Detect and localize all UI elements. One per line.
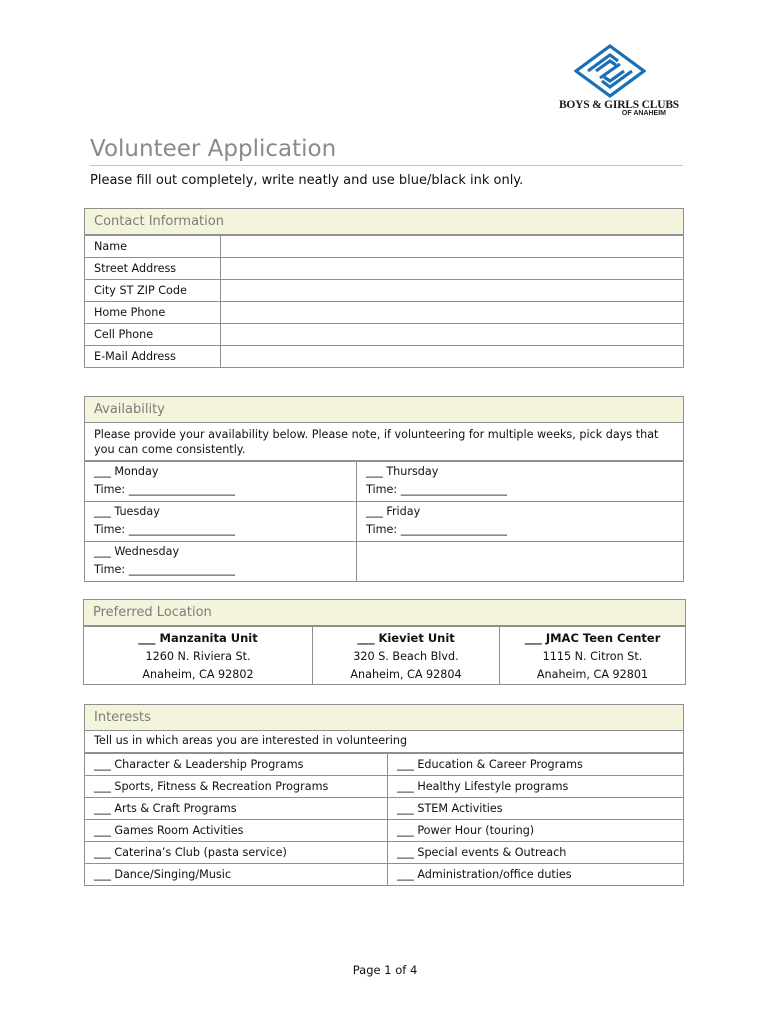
club-logo xyxy=(540,44,690,120)
interest-option[interactable]: ___ Special events & Outreach xyxy=(388,842,684,864)
interest-option[interactable]: ___ Arts & Craft Programs xyxy=(85,798,388,820)
field-label: Cell Phone xyxy=(85,324,221,346)
field-label: Name xyxy=(85,236,221,258)
day-label: ___ Wednesday xyxy=(94,545,180,558)
contact-row-city xyxy=(85,280,684,302)
contact-heading: Contact Information xyxy=(84,208,684,235)
availability-heading: Availability xyxy=(84,396,684,423)
location-table xyxy=(83,626,686,685)
interest-option[interactable]: ___ Sports, Fitness & Recreation Programs xyxy=(85,776,388,798)
interest-option[interactable]: ___ Character & Leadership Programs xyxy=(85,754,388,776)
contact-row-street xyxy=(85,258,684,280)
interests-note: Tell us in which areas you are interested in volunteering xyxy=(84,731,684,753)
interests-section xyxy=(84,704,684,886)
title-divider xyxy=(90,165,683,166)
logo-name: BOYS & GIRLS CLUBS xyxy=(558,99,679,111)
unit-name: ___ Manzanita Unit xyxy=(138,631,258,645)
unit-street: 1260 N. Riviera St. xyxy=(145,650,251,663)
email-field[interactable] xyxy=(221,346,684,368)
street-address-field[interactable] xyxy=(221,258,684,280)
interest-option[interactable]: ___ Caterina’s Club (pasta service) xyxy=(85,842,388,864)
interest-option[interactable]: ___ Power Hour (touring) xyxy=(388,820,684,842)
location-manzanita[interactable] xyxy=(84,627,313,685)
page-number: Page 1 of 4 xyxy=(352,963,418,977)
time-label: Time: ___________________ xyxy=(94,483,235,496)
unit-city: Anaheim, CA 92802 xyxy=(142,668,254,681)
day-label: ___ Friday xyxy=(366,505,421,518)
cell-phone-field[interactable] xyxy=(221,324,684,346)
unit-street: 320 S. Beach Blvd. xyxy=(353,650,459,663)
field-label: City ST ZIP Code xyxy=(85,280,221,302)
interest-option[interactable]: ___ Healthy Lifestyle programs xyxy=(388,776,684,798)
contact-row-name xyxy=(85,236,684,258)
field-label: E-Mail Address xyxy=(85,346,221,368)
city-st-zip-field[interactable] xyxy=(221,280,684,302)
time-label: Time: ___________________ xyxy=(94,523,235,536)
unit-name: ___ JMAC Teen Center xyxy=(524,631,661,645)
interest-option[interactable]: ___ STEM Activities xyxy=(388,798,684,820)
contact-section xyxy=(84,208,684,368)
field-label: Street Address xyxy=(85,258,221,280)
day-label: ___ Monday xyxy=(94,465,159,478)
unit-city: Anaheim, CA 92804 xyxy=(350,668,462,681)
name-field[interactable] xyxy=(221,236,684,258)
day-cell-tuesday[interactable] xyxy=(85,502,357,542)
location-heading: Preferred Location xyxy=(83,599,686,626)
contact-row-email xyxy=(85,346,684,368)
contact-row-home-phone xyxy=(85,302,684,324)
interests-table xyxy=(84,753,684,886)
day-cell-wednesday[interactable] xyxy=(85,542,357,582)
hands-emblem-icon xyxy=(574,44,646,98)
empty-cell xyxy=(357,542,684,582)
interest-option[interactable]: ___ Education & Career Programs xyxy=(388,754,684,776)
unit-street: 1115 N. Citron St. xyxy=(542,650,643,663)
page-title: Volunteer Application xyxy=(90,136,337,162)
location-section xyxy=(83,599,686,685)
interest-option[interactable]: ___ Games Room Activities xyxy=(85,820,388,842)
time-label: Time: ___________________ xyxy=(94,563,235,576)
availability-table xyxy=(84,461,684,582)
location-jmac[interactable] xyxy=(500,627,686,685)
day-label: ___ Thursday xyxy=(366,465,439,478)
field-label: Home Phone xyxy=(85,302,221,324)
logo-subtitle: OF ANAHEIM xyxy=(621,110,666,117)
time-label: Time: ___________________ xyxy=(366,483,507,496)
interest-option[interactable]: ___ Administration/office duties xyxy=(388,864,684,886)
day-label: ___ Tuesday xyxy=(94,505,160,518)
interest-option[interactable]: ___ Dance/Singing/Music xyxy=(85,864,388,886)
unit-city: Anaheim, CA 92801 xyxy=(536,668,649,681)
location-kieviet[interactable] xyxy=(313,627,500,685)
day-cell-thursday[interactable] xyxy=(357,462,684,502)
day-cell-friday[interactable] xyxy=(357,502,684,542)
time-label: Time: ___________________ xyxy=(366,523,507,536)
unit-name: ___ Kieviet Unit xyxy=(357,631,455,645)
instructions: Please fill out completely, write neatly and use blue/black ink only. xyxy=(90,173,524,188)
day-cell-monday[interactable] xyxy=(85,462,357,502)
contact-table xyxy=(84,235,684,368)
availability-section xyxy=(84,396,684,582)
interests-heading: Interests xyxy=(84,704,684,731)
contact-row-cell-phone xyxy=(85,324,684,346)
availability-note: Please provide your availability below. Please note, if volunteering for multiple weeks, pick days that you can come consistently. xyxy=(84,423,684,461)
home-phone-field[interactable] xyxy=(221,302,684,324)
